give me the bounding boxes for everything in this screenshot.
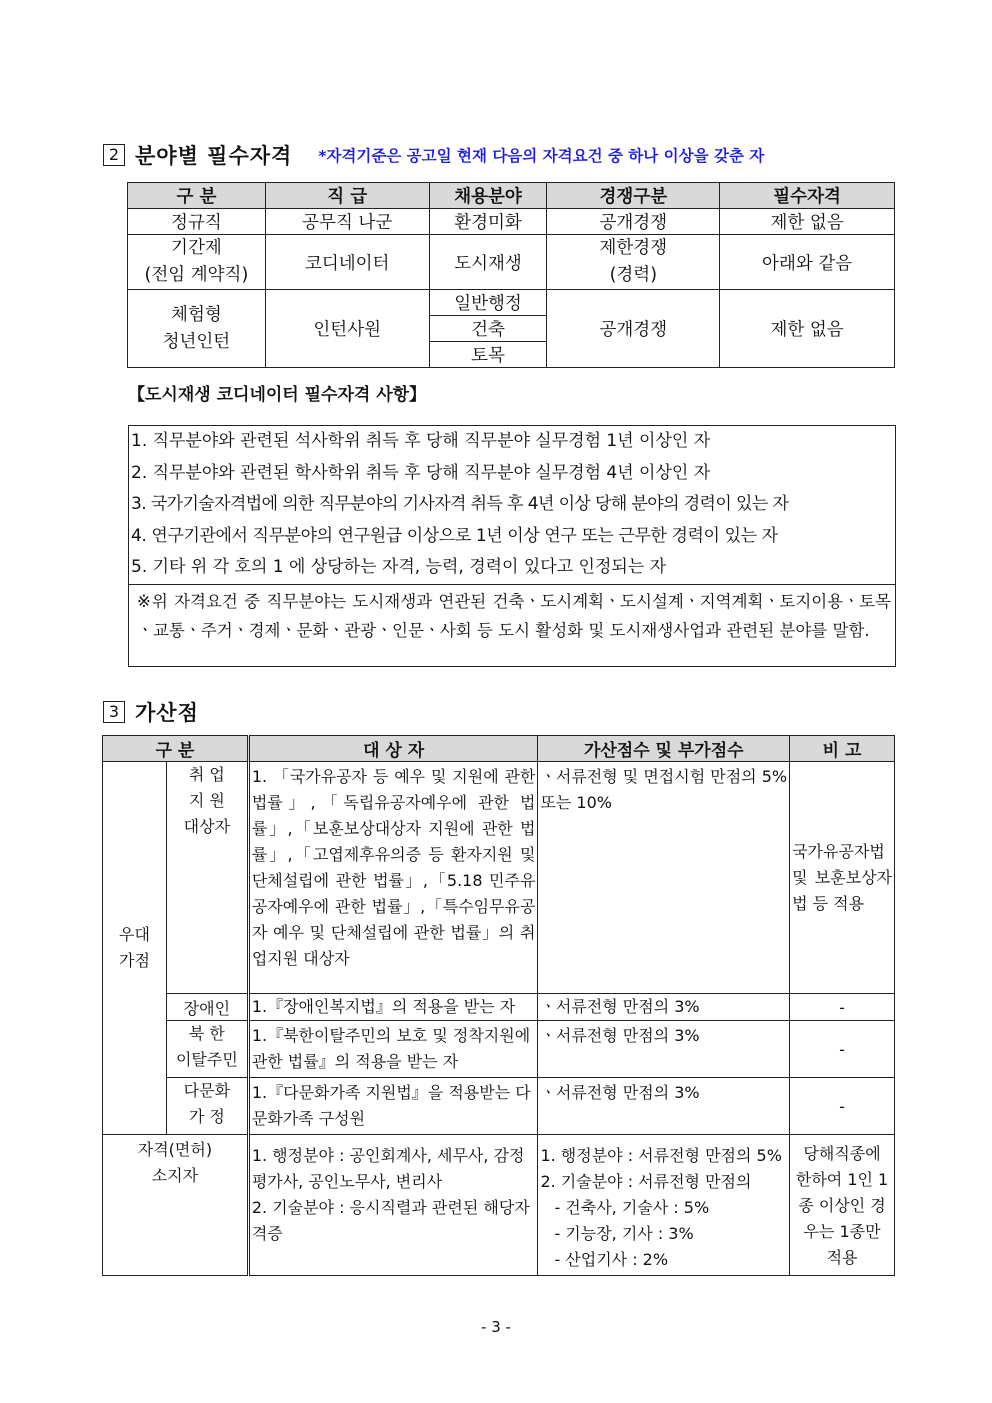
table-header-row	[128, 183, 895, 209]
section-number: 2	[103, 144, 125, 166]
requirement-item: 5. 기타 위 각 호의 1 에 상당하는 자격, 능력, 경력이 있다고 인정되는 자	[131, 557, 667, 577]
table-row	[128, 290, 895, 316]
page-number: - 3 -	[481, 1318, 511, 1336]
remark-cell: -	[790, 1078, 895, 1135]
target-cell	[248, 1135, 538, 1276]
requirement-item: 3. 국가기술자격법에 의한 직무분야의 기사자격 취득 후 4년 이상 당해 분야의 경력이 있는 자	[131, 494, 789, 514]
competition-cell: 공개경쟁	[547, 209, 720, 235]
field-cell: 도시재생	[429, 235, 547, 290]
qualification-cell: 제한 없음	[720, 209, 895, 235]
header-cell: 대 상 자	[248, 736, 538, 762]
header-cell: 경쟁구분	[547, 183, 720, 209]
license-target-line: 1. 행정분야 : 공인회계사, 세무사, 감정평가사, 공인노무사, 변리사	[251, 1146, 525, 1191]
field-cell: 건축	[429, 316, 547, 342]
requirement-remark: ※위 자격요건 중 직무분야는 도시재생과 연관된 건축ㆍ도시계획ㆍ도시설계ㆍ지역계획ㆍ토지이용ㆍ토목ㆍ교통ㆍ주거ㆍ경제ㆍ문화ㆍ관광ㆍ인문ㆍ사회 등 도시 활성화 및 도시재생사업과 관련된 분야를 말함.	[129, 584, 895, 645]
license-score-line: 2. 기술분야 : 서류전형 만점의	[540, 1172, 752, 1191]
group-cell: 자격(면허) 소지자	[103, 1135, 249, 1276]
table-row	[103, 1135, 895, 1276]
field-cell: 일반행정	[429, 290, 547, 316]
type-cell: 기간제 (전임 계약직)	[128, 235, 266, 290]
grade-cell: 공무직 나군	[265, 209, 429, 235]
header-cell: 직 급	[265, 183, 429, 209]
sub-cell: 취 업 지 원 대상자	[166, 762, 248, 994]
grade-cell: 코디네이터	[265, 235, 429, 290]
group-cell: 우대 가점	[103, 762, 167, 1135]
table-row	[103, 1078, 895, 1135]
sub-cell: 북 한 이탈주민	[166, 1021, 248, 1078]
target-cell: 1.『다문화가족 지원법』을 적용받는 다문화가족 구성원	[248, 1078, 538, 1135]
score-cell: ㆍ서류전형 만점의 3%	[538, 1078, 790, 1135]
header-cell: 가산점수 및 부가점수	[538, 736, 790, 762]
section3-header	[103, 697, 199, 727]
target-cell: 1. 「국가유공자 등 예우 및 지원에 관한 법률」,「독립유공자예우에 관한 법률」,「보훈보상대상자 지원에 관한 법률」,「고엽제후유의증 등 환자지원 및 단체설립에 관한 법률」,「5.18 민주유공자예우에 관한 법률」,「특수임무유공자 예우 및 단체설립에 관한 법률」의 취업지원 대상자	[248, 762, 538, 994]
header-cell: 구 분	[128, 183, 266, 209]
header-cell: 비 고	[790, 736, 895, 762]
requirements-title: 【도시재생 코디네이터 필수자격 사항】	[128, 385, 427, 405]
license-score-line: - 건축사, 기술사 : 5%	[554, 1198, 710, 1217]
table-row	[103, 1021, 895, 1078]
requirements-box	[128, 425, 896, 667]
section-note: *자격기준은 공고일 현재 다음의 자격요건 중 하나 이상을 갖춘 자	[318, 147, 765, 165]
remark-cell: -	[790, 994, 895, 1021]
field-cell: 환경미화	[429, 209, 547, 235]
header-cell: 구 분	[103, 736, 249, 762]
remark-cell: 당해직종에 한하여 1인 1종 이상인 경우는 1종만 적용	[790, 1135, 895, 1276]
table-header-row	[103, 736, 895, 762]
score-cell	[538, 1135, 790, 1276]
competition-cell: 공개경쟁	[547, 290, 720, 368]
score-cell: ㆍ서류전형 만점의 3%	[538, 994, 790, 1021]
target-cell: 1.『장애인복지법』의 적용을 받는 자	[248, 994, 538, 1021]
requirement-item: 1. 직무분야와 관련된 석사학위 취득 후 당해 직무분야 실무경험 1년 이상인 자	[131, 431, 711, 451]
qualification-cell: 아래와 같음	[720, 235, 895, 290]
bonus-points-table	[102, 735, 895, 1276]
license-target-line: 2. 기술분야 : 응시직렬과 관련된 해당자격증	[251, 1198, 530, 1243]
requirement-item: 2. 직무분야와 관련된 학사학위 취득 후 당해 직무분야 실무경험 4년 이상인 자	[131, 462, 711, 483]
sub-cell: 다문화 가 정	[166, 1078, 248, 1135]
header-cell: 필수자격	[720, 183, 895, 209]
remark-cell: 국가유공자법 및 보훈보상자법 등 적용	[790, 762, 895, 994]
table-row	[103, 762, 895, 994]
qualification-cell: 제한 없음	[720, 290, 895, 368]
required-qualification-table	[127, 182, 895, 368]
sub-cell: 장애인	[166, 994, 248, 1021]
section-title: 분야별 필수자격	[135, 144, 293, 168]
section-title: 가산점	[135, 701, 199, 725]
section-number: 3	[103, 701, 125, 723]
remark-cell: -	[790, 1021, 895, 1078]
requirement-item: 4. 연구기관에서 직무분야의 연구원급 이상으로 1년 이상 연구 또는 근무한 경력이 있는 자	[131, 525, 778, 546]
target-cell: 1.『북한이탈주민의 보호 및 정착지원에 관한 법률』의 적용을 받는 자	[248, 1021, 538, 1078]
grade-cell: 인턴사원	[265, 290, 429, 368]
type-cell: 체험형 청년인턴	[128, 290, 266, 368]
field-cell: 토목	[429, 342, 547, 368]
type-cell: 정규직	[128, 209, 266, 235]
table-row	[128, 235, 895, 290]
section2-header	[103, 140, 764, 170]
header-cell: 채용분야	[429, 183, 547, 209]
table-row	[128, 209, 895, 235]
license-score-line: - 산업기사 : 2%	[554, 1250, 669, 1269]
license-score-line: 1. 행정분야 : 서류전형 만점의 5%	[540, 1146, 782, 1165]
license-score-line: - 기능장, 기사 : 3%	[554, 1224, 694, 1243]
competition-cell: 제한경쟁 (경력)	[547, 235, 720, 290]
table-row	[103, 994, 895, 1021]
score-cell: ㆍ서류전형 및 면접시험 만점의 5% 또는 10%	[538, 762, 790, 994]
score-cell: ㆍ서류전형 만점의 3%	[538, 1021, 790, 1078]
